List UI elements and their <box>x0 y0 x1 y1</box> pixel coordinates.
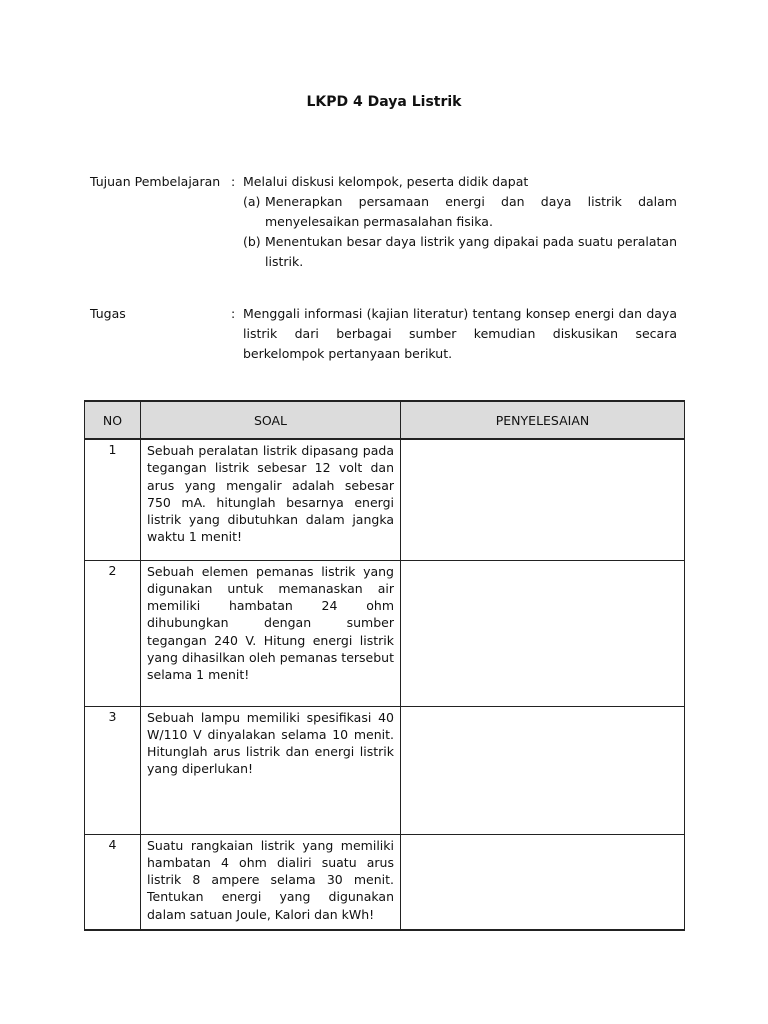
table-row <box>85 706 685 834</box>
table-header-row <box>85 401 685 439</box>
task-table <box>84 400 685 931</box>
column-header-no: NO <box>85 401 141 439</box>
task-text: Menggali informasi (kajian literatur) tentang konsep energi dan daya listrik dari berbagai sumber kemudian diskusikan secara berkelompok pertanyaan berikut. <box>243 306 677 361</box>
column-header-solution: PENYELESAIAN <box>401 401 685 439</box>
learning-objectives-label: Tujuan Pembelajaran <box>90 174 221 189</box>
question-cell: Sebuah lampu memiliki spesifikasi 40 W/110 V dinyalakan selama 10 menit. Hitunglah arus listrik dan energi listrik yang diperlukan! <box>141 706 401 834</box>
learning-objectives-body <box>243 172 677 272</box>
objective-marker: (b) <box>243 234 261 249</box>
learning-objectives-colon: : <box>231 174 236 189</box>
column-header-question: SOAL <box>141 401 401 439</box>
solution-cell[interactable] <box>401 706 685 834</box>
row-number: 4 <box>85 834 141 930</box>
row-number: 2 <box>85 560 141 706</box>
objective-item <box>243 192 677 232</box>
objective-text: Menerapkan persamaan energi dan daya listrik dalam menyelesaikan permasalahan fisika. <box>265 194 677 229</box>
learning-objectives-intro: Melalui diskusi kelompok, peserta didik dapat <box>243 174 529 189</box>
task-section <box>90 304 678 366</box>
objective-item <box>243 232 677 272</box>
table-row <box>85 439 685 560</box>
question-cell: Sebuah peralatan listrik dipasang pada tegangan listrik sebesar 12 volt dan arus yang mengalir adalah sebesar 750 mA. hitunglah besarnya energi listrik yang dibutuhkan dalam jangka waktu 1 menit! <box>141 439 401 560</box>
learning-objectives-section <box>90 172 678 272</box>
task-label: Tugas <box>90 306 126 321</box>
row-number: 3 <box>85 706 141 834</box>
solution-cell[interactable] <box>401 834 685 930</box>
solution-cell[interactable] <box>401 439 685 560</box>
question-cell: Sebuah elemen pemanas listrik yang digunakan untuk memanaskan air memiliki hambatan 24 ohm dihubungkan dengan sumber tegangan 240 V. Hitung energi listrik yang dihasilkan oleh pemanas tersebut selama 1 menit! <box>141 560 401 706</box>
table-row <box>85 834 685 930</box>
page-title: LKPD 4 Daya Listrik <box>306 94 462 110</box>
objective-text: Menentukan besar daya listrik yang dipakai pada suatu peralatan listrik. <box>265 234 677 269</box>
task-colon: : <box>231 306 236 321</box>
solution-cell[interactable] <box>401 560 685 706</box>
objective-marker: (a) <box>243 194 261 209</box>
question-cell: Suatu rangkaian listrik yang memiliki hambatan 4 ohm dialiri suatu arus listrik 8 ampere selama 30 menit. Tentukan energi yang digunakan dalam satuan Joule, Kalori dan kWh! <box>141 834 401 930</box>
row-number: 1 <box>85 439 141 560</box>
table-row <box>85 560 685 706</box>
